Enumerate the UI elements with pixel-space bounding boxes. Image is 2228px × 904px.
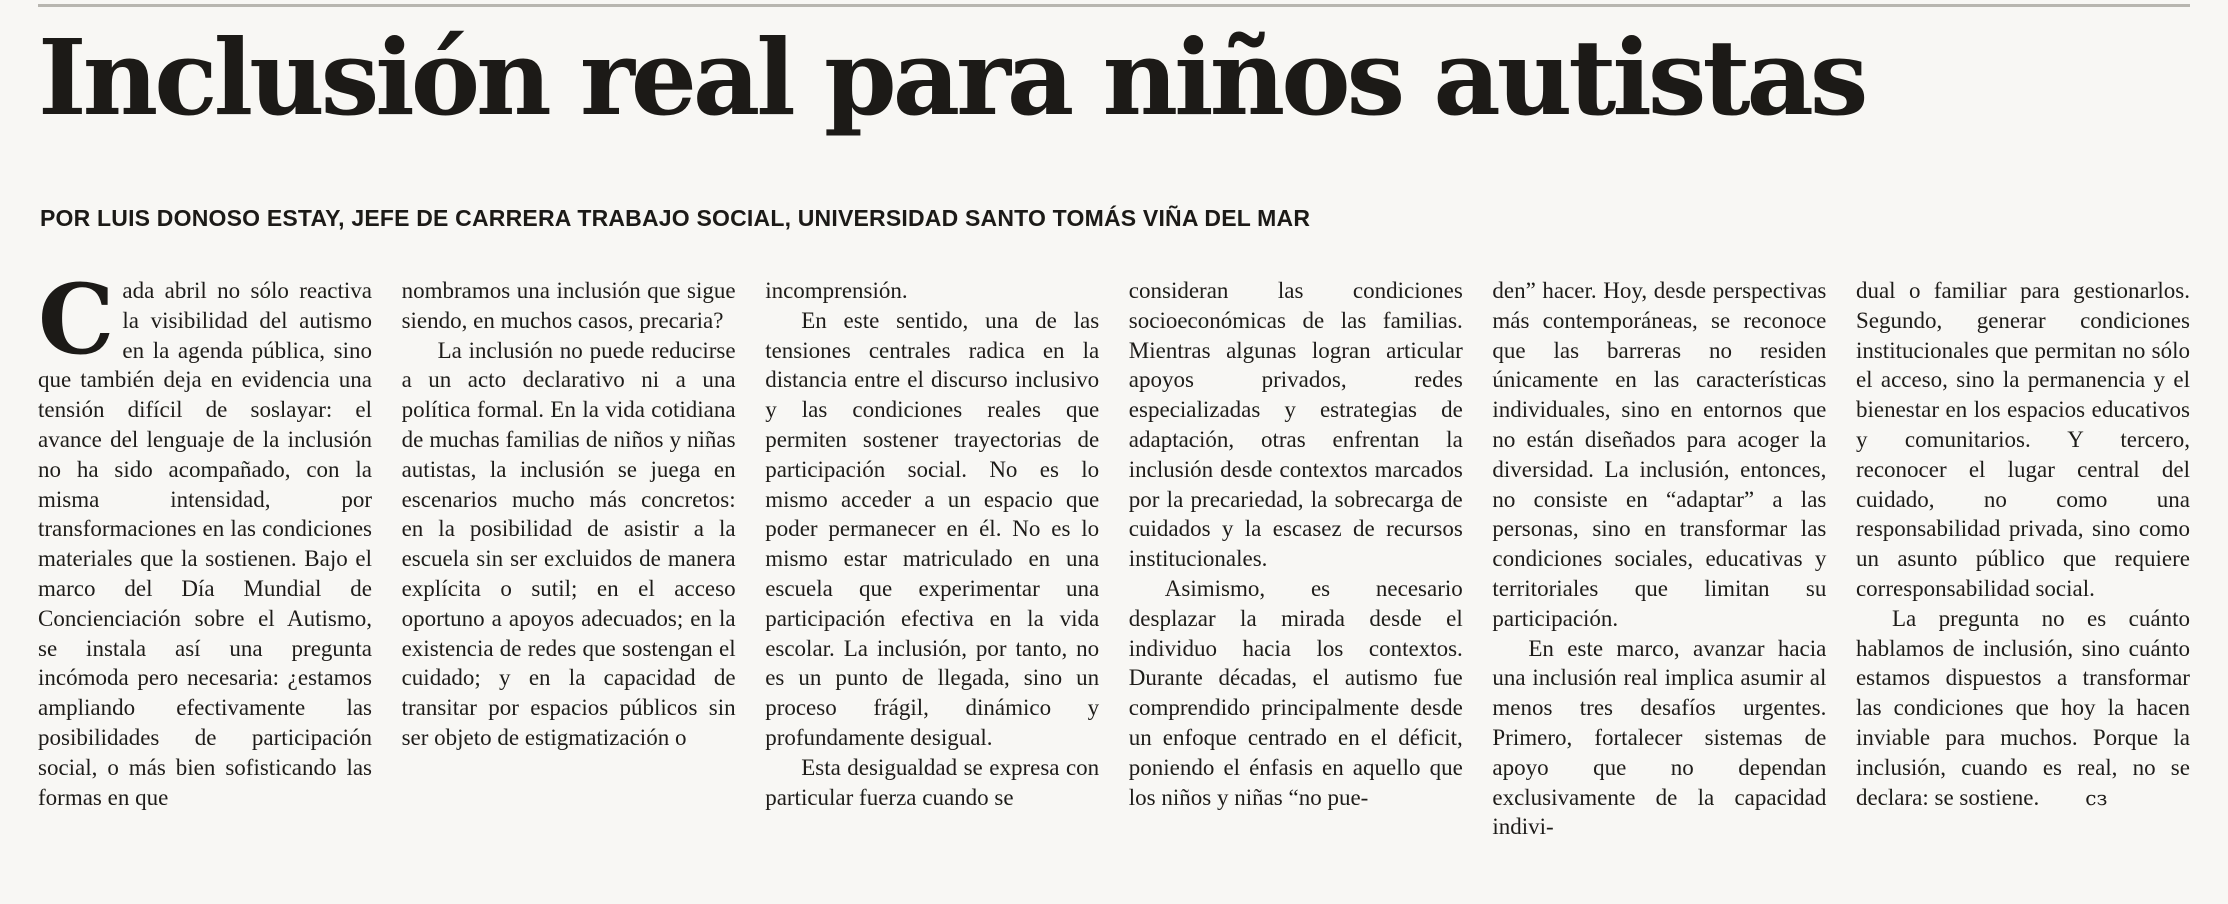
article-body	[38, 263, 2190, 896]
headline: Inclusión real para niños autistas	[38, 16, 1865, 139]
paragraph	[38, 263, 372, 812]
paragraph: La inclusión no puede reducirse a un acto declarativo ni a una política formal. En la vida cotidiana de muchas familias de niños y niñas autistas, la inclusión se juega en escenarios mucho más concretos: en la posibilidad de asistir a la escuela sin ser excluidos de manera explícita o sutil; en el acceso oportuno a apoyos adecuados; en la existencia de redes que sostengan el cuidado; y en la capacidad de transitar por espacios públicos sin ser objeto de estigmatización o	[401, 337, 736, 750]
column-6	[1856, 276, 2190, 896]
end-mark-icon: cз	[2085, 785, 2108, 810]
paragraph: Asimismo, es necesario desplazar la mirada desde el individuo hacia los contextos. Durante décadas, el autismo fue comprendido principalmente desde un enfoque centrado en el déficit, poniendo el énfasis en aquello que los niños y niñas “no pue-	[1128, 575, 1463, 810]
column-2	[402, 276, 736, 896]
top-rule	[38, 4, 2190, 7]
drop-cap: C	[38, 263, 115, 376]
column-4	[1129, 276, 1463, 896]
paragraph: En este sentido, una de las tensiones centrales radica en la distancia entre el discurso inclusivo y las condiciones reales que permiten sostener trayectorias de participación social. No es lo mismo acceder a un espacio que poder permanecer en él. No es lo mismo estar matriculado en una escuela que experimentar una participación efectiva en la vida escolar. La inclusión, por tanto, no es un punto de llegada, sino un proceso frágil, dinámico y profundamente desigual.	[765, 307, 1100, 750]
byline: POR LUIS DONOSO ESTAY, JEFE DE CARRERA TRABAJO SOCIAL, UNIVERSIDAD SANTO TOMÁS VIÑA DEL MAR	[40, 205, 1311, 231]
paragraph: nombramos una inclusión que sigue siendo, en muchos casos, precaria?	[401, 278, 736, 333]
column-1	[38, 263, 372, 896]
column-5	[1492, 276, 1826, 896]
paragraph: dual o familiar para gestionarlos. Segundo, generar condiciones institucionales que permitan no sólo el acceso, sino la permanencia y el bienestar en los espacios educativos y comunitarios. Y tercero, reconocer el lugar central del cuidado, no como una responsabilidad privada, sino como un asunto público que requiere corresponsabilidad social.	[1855, 278, 2190, 601]
paragraph: incomprensión.	[765, 278, 908, 303]
paragraph: consideran las condiciones socioeconómicas de las familias. Mientras algunas logran articular apoyos privados, redes especializadas y estrategias de adaptación, otras enfrentan la inclusión desde contextos marcados por la precariedad, la sobrecarga de cuidados y la escasez de recursos institucionales.	[1128, 278, 1463, 572]
paragraph-text: La pregunta no es cuánto hablamos de inclusión, sino cuánto estamos dispuestos a transformar las condiciones que hoy la hacen inviable para muchos. Porque la inclusión, cuando es real, no se declara: se sostiene.	[1855, 605, 2190, 810]
paragraph	[1856, 604, 2190, 814]
paragraph: Esta desigualdad se expresa con particular fuerza cuando se	[765, 754, 1100, 810]
paragraph-text: ada abril no sólo reactiva la visibilidad del autismo en la agenda pública, sino que también deja en evidencia una tensión difícil de soslayar: el avance del lenguaje de la inclusión no ha sido acompañado, con la misma intensidad, por transformaciones en las condiciones materiales que la sostienen. Bajo el marco del Día Mundial de Concienciación sobre el Autismo, se instala así una pregunta incómoda pero necesaria: ¿estamos ampliando efectivamente las posibilidades de participación social, o más bien sofisticando las formas en que	[38, 278, 372, 810]
column-3	[765, 276, 1099, 896]
paragraph: En este marco, avanzar hacia una inclusión real implica asumir al menos tres desafíos urgentes. Primero, fortalecer sistemas de apoyo que no dependan exclusivamente de la capacidad indivi-	[1492, 635, 1827, 840]
paragraph: den” hacer. Hoy, desde perspectivas más contemporáneas, se reconoce que las barreras no residen únicamente en las características individuales, sino en entornos que no están diseñados para acoger la diversidad. La inclusión, entonces, no consiste en “adaptar” a las personas, sino en transformar las condiciones sociales, educativas y territoriales que limitan su participación.	[1492, 278, 1827, 631]
